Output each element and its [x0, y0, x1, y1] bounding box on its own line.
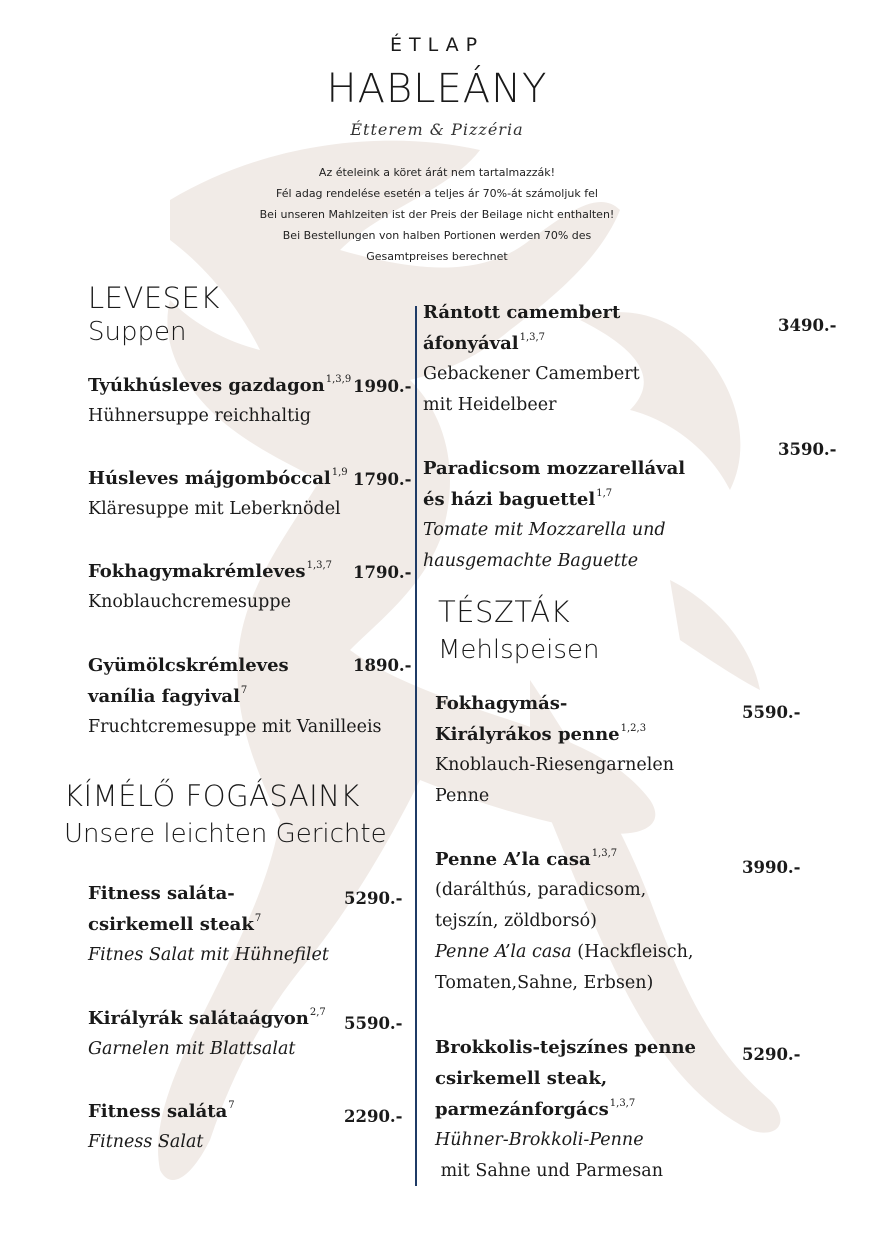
item-name-line2: csirkemell steak$^7$	[88, 913, 262, 935]
section-subtitle-leichte-gerichte: Unsere leichten Gerichte	[64, 819, 387, 849]
item-name-line1: Rántott camembert	[423, 302, 621, 323]
menu-label: ÉTLAP	[389, 34, 485, 56]
allergen-codes: 7	[228, 1100, 235, 1111]
notice-line: Az ételeink a köret árát nem tartalmazzák!	[318, 166, 556, 179]
item-name-line2: vanília fagyival$^7$	[88, 685, 248, 707]
section-title-tesztak: TÉSZTÁK	[438, 595, 571, 629]
allergen-codes: 1,3,7	[519, 332, 546, 343]
allergen-codes: 1,2,3	[620, 723, 647, 734]
menu-item	[435, 1032, 696, 1187]
section-title-levesek: LEVESEK	[88, 281, 220, 315]
allergen-codes: 7	[240, 685, 248, 696]
item-name-line1: Fokhagymás-	[435, 693, 568, 714]
item-translation: Fitnes Salat mit Hühnefilet	[88, 945, 329, 965]
item-name: Királyrák salátaágyon$^{2,7}$	[88, 1007, 326, 1029]
allergen-codes: 1,3,9	[325, 374, 352, 385]
menu-item	[423, 453, 685, 577]
allergen-codes: 1,3,7	[306, 560, 333, 571]
item-description-line1: (darálthús, paradicsom,	[435, 880, 647, 900]
item-price: 5590.-	[344, 1014, 403, 1033]
item-translation-line2: mit Heidelbeer	[423, 395, 557, 415]
item-name-line2: csirkemell steak,	[435, 1068, 608, 1089]
item-translation-line1: Penne A’la casa (Hackfleisch,	[435, 942, 694, 962]
item-translation: Hühnersuppe reichhaltig	[88, 406, 311, 426]
menu-item	[88, 650, 382, 743]
allergen-codes: 2,7	[309, 1007, 326, 1018]
item-price: 3990.-	[742, 858, 801, 877]
item-price: 1890.-	[353, 656, 412, 675]
item-price: 2290.-	[344, 1107, 403, 1126]
item-name-line1: Gyümölcskrémleves	[88, 655, 289, 676]
menu-item	[88, 370, 351, 432]
column-divider	[415, 306, 417, 1186]
notice-line: Gesamtpreises berechnet	[366, 250, 508, 263]
item-translation-line2: Penne	[435, 786, 490, 806]
allergen-codes: 1,3,7	[591, 848, 618, 859]
item-name-line1: Fitness saláta-	[88, 883, 235, 904]
item-name-line2: és házi baguettel$^{1,7}$	[423, 488, 613, 510]
item-description-line2: tejszín, zöldborsó)	[435, 911, 598, 931]
item-translation-line2: mit Sahne und Parmesan	[435, 1161, 663, 1181]
menu-item	[435, 844, 693, 999]
item-name-line1: Paradicsom mozzarellával	[423, 458, 686, 479]
item-name-line2: áfonyával$^{1,3,7}$	[423, 332, 546, 354]
section-subtitle-mehlspeisen: Mehlspeisen	[438, 635, 600, 665]
item-name: Húsleves májgombóccal$^{1,9}$	[88, 467, 348, 489]
allergen-codes: 1,3,7	[609, 1098, 636, 1109]
allergen-codes: 1,7	[596, 488, 613, 499]
item-translation-line1: Gebackener Camembert	[423, 364, 640, 384]
menu-item	[435, 688, 674, 812]
menu-item	[88, 878, 329, 971]
allergen-codes: 7	[254, 913, 262, 924]
item-name: Tyúkhúsleves gazdagon$^{1,3,9}$	[88, 374, 352, 396]
item-translation-line1: Hühner-Brokkoli-Penne	[435, 1130, 644, 1150]
item-price: 5290.-	[742, 1045, 801, 1064]
notice-line: Bei Bestellungen von halben Portionen werden 70% des	[282, 229, 592, 242]
item-translation-line1: Tomate mit Mozzarella und	[423, 520, 666, 540]
menu-item	[88, 1096, 235, 1158]
item-price: 1790.-	[353, 470, 412, 489]
item-translation: Garnelen mit Blattsalat	[88, 1039, 296, 1059]
menu-item	[88, 1003, 326, 1065]
item-price: 5290.-	[344, 889, 403, 908]
item-translation: Fruchtcremesuppe mit Vanilleeis	[88, 717, 382, 737]
item-translation: Kläresuppe mit Leberknödel	[88, 499, 341, 519]
item-translation-line2: Tomaten,Sahne, Erbsen)	[435, 973, 654, 993]
restaurant-tagline: Étterem & Pizzéria	[350, 120, 524, 139]
item-translation: Knoblauchcremesuppe	[88, 592, 291, 612]
item-name: Fitness saláta$^7$	[88, 1100, 235, 1122]
item-name-line1: Penne A’la casa$^{1,3,7}$	[435, 848, 618, 870]
item-name-line3: parmezánforgács$^{1,3,7}$	[435, 1098, 636, 1120]
item-translation-line1: Knoblauch-Riesengarnelen	[435, 755, 674, 775]
menu-item	[88, 556, 332, 618]
notice-block	[0, 162, 874, 267]
item-name: Fokhagymakrémleves$^{1,3,7}$	[88, 560, 333, 582]
item-price: 1990.-	[353, 377, 412, 396]
notice-line: Bei unseren Mahlzeiten ist der Preis der Beilage nicht enthalten!	[259, 208, 615, 221]
section-subtitle-suppen: Suppen	[88, 317, 187, 347]
notice-line: Fél adag rendelése esetén a teljes ár 70%-át számoljuk fel	[276, 187, 598, 200]
menu-item	[88, 463, 348, 525]
item-price: 1790.-	[353, 563, 412, 582]
section-title-kimelo: KÍMÉLŐ FOGÁSAINK	[64, 779, 360, 813]
item-name-line2: Királyrákos penne$^{1,2,3}$	[435, 723, 647, 745]
item-price: 3490.-	[778, 316, 837, 335]
restaurant-name: HABLEÁNY	[326, 66, 548, 112]
menu-item	[423, 297, 640, 421]
allergen-codes: 1,9	[331, 467, 348, 478]
item-translation-line2: hausgemachte Baguette	[423, 551, 639, 571]
item-price: 3590.-	[778, 440, 837, 459]
item-price: 5590.-	[742, 703, 801, 722]
item-translation: Fitness Salat	[88, 1132, 204, 1152]
item-name-line1: Brokkolis-tejszínes penne	[435, 1037, 697, 1058]
